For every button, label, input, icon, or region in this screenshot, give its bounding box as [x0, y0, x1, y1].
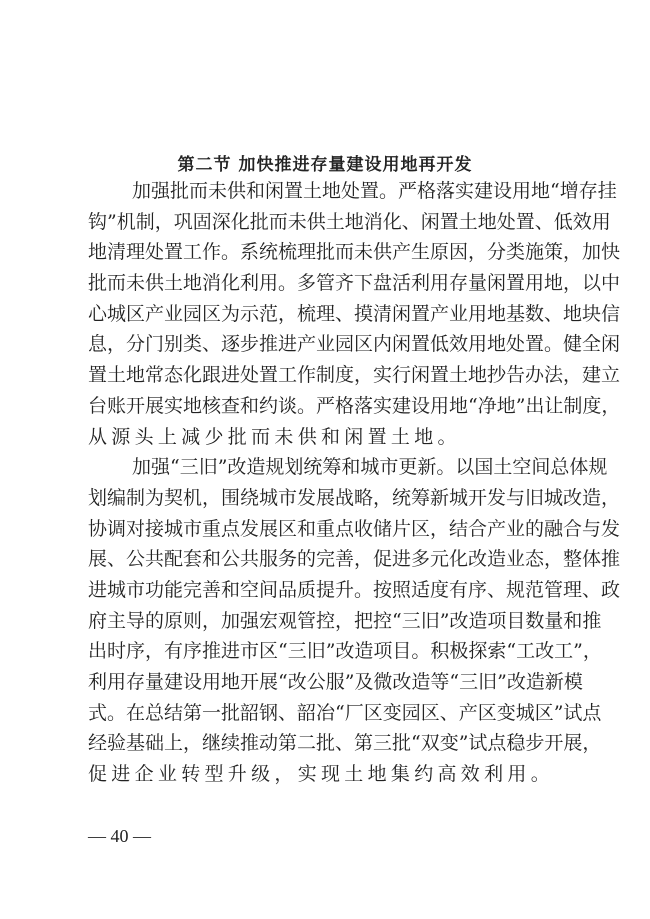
text-line: 从源头上减少批而未供和闲置土地。 [88, 425, 461, 448]
text-line: 式。在总结第一批韶钢、韶冶“厂区变园区、产区变城区”试点 [88, 701, 602, 724]
paragraph [88, 452, 621, 790]
text-line: 台账开展实地核查和约谈。严格落实建设用地“净地”出让制度， [88, 394, 621, 417]
text-line: 经验基础上，继续推动第二批、第三批“双变”试点稳步开展， [88, 732, 602, 755]
text-line: 地清理处置工作。系统梳理批而未供产生原因，分类施策，加快 [88, 241, 621, 264]
text-line: 出时序，有序推进市区“三旧”改造项目。积极探索“工改工”， [88, 640, 602, 663]
text-line: 展、公共配套和公共服务的完善，促进多元化改造业态，整体推 [88, 548, 621, 571]
text-line: 加强批而未供和闲置土地处置。严格落实建设用地“增存挂 [132, 180, 617, 202]
text-line: 进城市功能完善和空间品质提升。按照适度有序、规范管理、政 [88, 578, 621, 601]
text-line: 加强“三旧”改造规划统筹和城市更新。以国土空间总体规 [132, 456, 608, 479]
text-line: 利用存量建设用地开展“改公服”及微改造等“三旧”改造新模 [88, 671, 583, 693]
text-line: 促进企业转型升级，实现土地集约高效利用。 [88, 763, 555, 786]
text-line: 钩”机制，巩固深化批而未供土地消化、闲置土地处置、低效用 [88, 210, 611, 233]
text-line: 府主导的原则，加强宏观管控，把控“三旧”改造项目数量和推 [88, 609, 602, 632]
text-line: 置土地常态化跟进处置工作制度，实行闲置土地抄告办法，建立 [88, 364, 621, 387]
document-body [88, 176, 621, 790]
paragraph [88, 176, 621, 452]
text-line: 协调对接城市重点发展区和重点收储片区，结合产业的融合与发 [88, 517, 621, 540]
text-line: 划编制为契机，围绕城市发展战略，统筹新城开发与旧城改造， [88, 486, 621, 509]
text-line: 息，分门别类、逐步推进产业园区内闲置低效用地处置。健全闲 [88, 333, 621, 356]
text-line: 心城区产业园区为示范，梳理、摸清闲置产业用地基数、地块信 [88, 302, 621, 325]
section-title: 第二节 加快推进存量建设用地再开发 [177, 155, 473, 175]
text-line: 批而未供土地消化利用。多管齐下盘活利用存量闲置用地，以中 [88, 272, 621, 295]
page-number: — 40 — [88, 826, 151, 846]
